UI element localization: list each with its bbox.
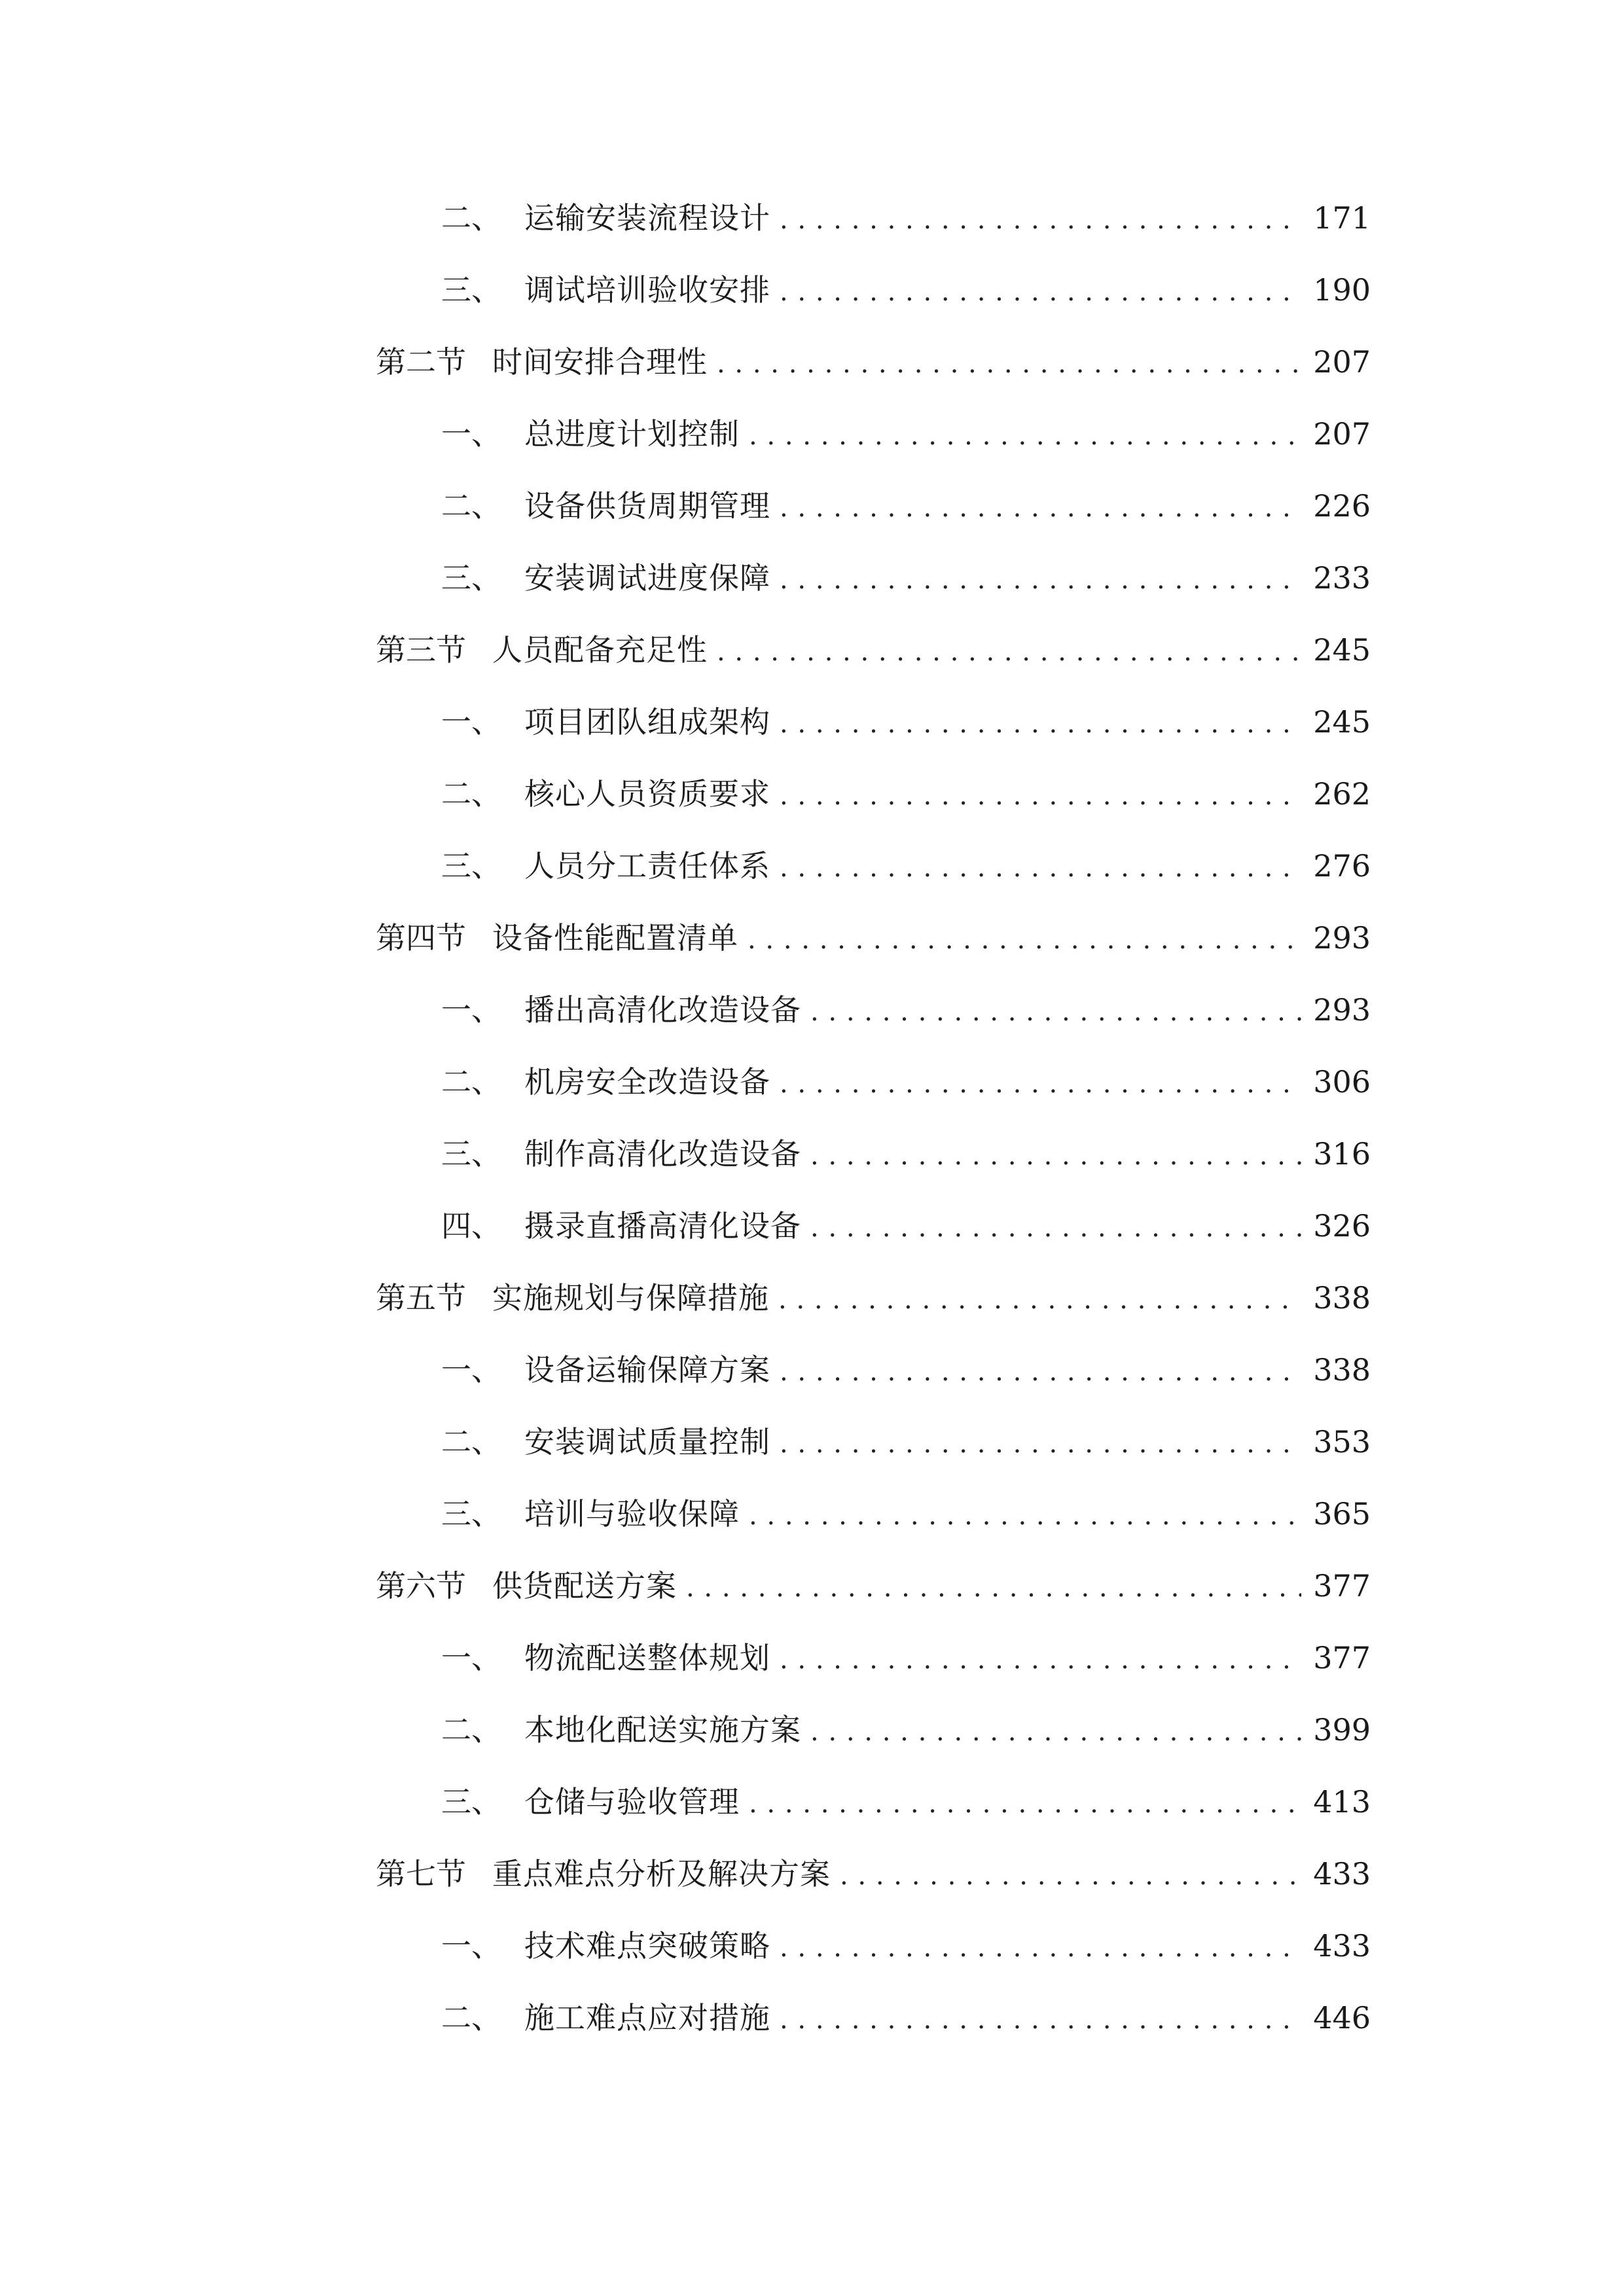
dot-leader bbox=[717, 337, 1301, 391]
toc-entry-page-number: 306 bbox=[1313, 1064, 1371, 1100]
dot-leader bbox=[780, 1345, 1301, 1399]
toc-entry-title: 设备运输保障方案 bbox=[524, 1352, 770, 1388]
toc-subsection-entry[interactable] bbox=[376, 695, 1371, 767]
toc-entry-title: 总进度计划控制 bbox=[524, 416, 740, 452]
dot-leader bbox=[810, 985, 1301, 1039]
toc-subsection-entry[interactable] bbox=[376, 479, 1371, 551]
toc-entry-title: 供货配送方案 bbox=[492, 1568, 677, 1604]
toc-entry-page-number: 446 bbox=[1313, 2000, 1371, 2036]
toc-entry-marker: 一、 bbox=[441, 704, 501, 740]
toc-subsection-entry[interactable] bbox=[376, 551, 1371, 623]
toc-entry-page-number: 433 bbox=[1313, 1928, 1371, 1964]
dot-leader bbox=[780, 265, 1301, 319]
toc-subsection-entry[interactable] bbox=[376, 983, 1371, 1055]
toc-entry-marker: 三、 bbox=[441, 1784, 501, 1820]
toc-entry-marker: 二、 bbox=[441, 1424, 501, 1460]
dot-leader bbox=[780, 481, 1301, 535]
toc-entry-page-number: 316 bbox=[1313, 1136, 1371, 1172]
dot-leader bbox=[780, 1993, 1301, 2047]
toc-entry-title: 培训与验收保障 bbox=[524, 1496, 740, 1532]
toc-subsection-entry[interactable] bbox=[376, 1919, 1371, 1991]
toc-entry-title: 人员分工责任体系 bbox=[524, 848, 770, 884]
toc-entry-title: 实施规划与保障措施 bbox=[492, 1280, 769, 1316]
toc-entry-page-number: 207 bbox=[1313, 416, 1371, 452]
toc-subsection-entry[interactable] bbox=[376, 191, 1371, 263]
toc-entry-page-number: 245 bbox=[1313, 704, 1371, 740]
dot-leader bbox=[717, 625, 1301, 679]
toc-entry-marker: 第五节 bbox=[376, 1280, 466, 1316]
toc-entry-marker: 二、 bbox=[441, 776, 501, 812]
toc-subsection-entry[interactable] bbox=[376, 839, 1371, 911]
toc-entry-page-number: 245 bbox=[1313, 632, 1371, 668]
toc-entry-page-number: 365 bbox=[1313, 1496, 1371, 1532]
dot-leader bbox=[749, 1489, 1301, 1543]
toc-entry-title: 运输安装流程设计 bbox=[524, 200, 770, 236]
toc-entry-page-number: 413 bbox=[1313, 1784, 1371, 1820]
toc-entry-marker: 一、 bbox=[441, 1352, 501, 1388]
toc-entry-marker: 二、 bbox=[441, 1712, 501, 1748]
toc-entry-page-number: 433 bbox=[1313, 1856, 1371, 1892]
toc-entry-page-number: 233 bbox=[1313, 560, 1371, 596]
toc-section-entry[interactable] bbox=[376, 335, 1371, 407]
toc-subsection-entry[interactable] bbox=[376, 1415, 1371, 1487]
toc-entry-page-number: 338 bbox=[1313, 1280, 1371, 1316]
toc-entry-title: 项目团队组成架构 bbox=[524, 704, 770, 740]
toc-entry-marker: 二、 bbox=[441, 1064, 501, 1100]
toc-entry-marker: 二、 bbox=[441, 200, 501, 236]
dot-leader bbox=[810, 1705, 1301, 1759]
toc-entry-page-number: 353 bbox=[1313, 1424, 1371, 1460]
toc-entry-page-number: 399 bbox=[1313, 1712, 1371, 1748]
toc-entry-marker: 一、 bbox=[441, 416, 501, 452]
toc-entry-marker: 二、 bbox=[441, 2000, 501, 2036]
dot-leader bbox=[780, 1921, 1301, 1975]
toc-section-entry[interactable] bbox=[376, 623, 1371, 695]
toc-entry-page-number: 338 bbox=[1313, 1352, 1371, 1388]
dot-leader bbox=[780, 553, 1301, 607]
toc-entry-marker: 三、 bbox=[441, 1136, 501, 1172]
toc-entry-page-number: 262 bbox=[1313, 776, 1371, 812]
toc-subsection-entry[interactable] bbox=[376, 1775, 1371, 1847]
toc-entry-title: 安装调试进度保障 bbox=[524, 560, 770, 596]
toc-entry-marker: 一、 bbox=[441, 1640, 501, 1676]
toc-entry-marker: 三、 bbox=[441, 848, 501, 884]
toc-entry-title: 仓储与验收管理 bbox=[524, 1784, 740, 1820]
dot-leader bbox=[780, 841, 1301, 895]
dot-leader bbox=[810, 1201, 1301, 1255]
toc-subsection-entry[interactable] bbox=[376, 1199, 1371, 1271]
dot-leader bbox=[780, 1417, 1301, 1471]
toc-entry-marker: 一、 bbox=[441, 992, 501, 1028]
toc-entry-title: 调试培训验收安排 bbox=[524, 272, 770, 308]
toc-entry-title: 人员配备充足性 bbox=[492, 632, 708, 668]
toc-entry-title: 时间安排合理性 bbox=[492, 344, 708, 380]
toc-entry-title: 安装调试质量控制 bbox=[524, 1424, 770, 1460]
toc-entry-title: 设备供货周期管理 bbox=[524, 488, 770, 524]
toc-entry-marker: 三、 bbox=[441, 272, 501, 308]
toc-entry-page-number: 276 bbox=[1313, 848, 1371, 884]
toc-entry-marker: 三、 bbox=[441, 1496, 501, 1532]
toc-entry-title: 制作高清化改造设备 bbox=[524, 1136, 801, 1172]
toc-entry-page-number: 293 bbox=[1313, 920, 1371, 956]
toc-entry-marker: 第二节 bbox=[376, 344, 466, 380]
toc-entry-marker: 第三节 bbox=[376, 632, 466, 668]
dot-leader bbox=[748, 913, 1301, 967]
toc-entry-title: 核心人员资质要求 bbox=[524, 776, 770, 812]
toc-entry-marker: 第六节 bbox=[376, 1568, 466, 1604]
toc-entry-page-number: 377 bbox=[1313, 1640, 1371, 1676]
toc-entry-marker: 二、 bbox=[441, 488, 501, 524]
toc-entry-page-number: 293 bbox=[1313, 992, 1371, 1028]
toc-subsection-entry[interactable] bbox=[376, 767, 1371, 839]
dot-leader bbox=[780, 1057, 1301, 1111]
toc-entry-marker: 第七节 bbox=[376, 1856, 466, 1892]
toc-entry-title: 播出高清化改造设备 bbox=[524, 992, 801, 1028]
toc-entry-marker: 三、 bbox=[441, 560, 501, 596]
toc-entry-page-number: 326 bbox=[1313, 1208, 1371, 1244]
dot-leader bbox=[810, 1129, 1301, 1183]
toc-entry-title: 施工难点应对措施 bbox=[524, 2000, 770, 2036]
toc-entry-marker: 四、 bbox=[441, 1208, 501, 1244]
table-of-contents bbox=[376, 191, 1371, 2063]
toc-subsection-entry[interactable] bbox=[376, 1631, 1371, 1703]
dot-leader bbox=[840, 1849, 1301, 1903]
dot-leader bbox=[780, 697, 1301, 751]
toc-section-entry[interactable] bbox=[376, 1847, 1371, 1919]
toc-entry-title: 摄录直播高清化设备 bbox=[524, 1208, 801, 1244]
toc-entry-page-number: 190 bbox=[1313, 272, 1371, 308]
toc-subsection-entry[interactable] bbox=[376, 263, 1371, 335]
toc-entry-title: 机房安全改造设备 bbox=[524, 1064, 770, 1100]
toc-entry-title: 重点难点分析及解决方案 bbox=[492, 1856, 831, 1892]
toc-entry-marker: 第四节 bbox=[376, 920, 466, 956]
toc-subsection-entry[interactable] bbox=[376, 1055, 1371, 1127]
toc-subsection-entry[interactable] bbox=[376, 1487, 1371, 1559]
toc-entry-title: 物流配送整体规划 bbox=[524, 1640, 770, 1676]
toc-subsection-entry[interactable] bbox=[376, 1703, 1371, 1775]
toc-subsection-entry[interactable] bbox=[376, 407, 1371, 479]
toc-entry-page-number: 226 bbox=[1313, 488, 1371, 524]
toc-section-entry[interactable] bbox=[376, 1271, 1371, 1343]
toc-subsection-entry[interactable] bbox=[376, 1127, 1371, 1199]
dot-leader bbox=[749, 409, 1301, 463]
dot-leader bbox=[780, 769, 1301, 823]
dot-leader bbox=[749, 1777, 1301, 1831]
dot-leader bbox=[778, 1273, 1301, 1327]
toc-entry-page-number: 171 bbox=[1313, 200, 1371, 236]
dot-leader bbox=[780, 1633, 1301, 1687]
toc-entry-page-number: 207 bbox=[1313, 344, 1371, 380]
toc-subsection-entry[interactable] bbox=[376, 1343, 1371, 1415]
dot-leader bbox=[780, 193, 1301, 247]
toc-entry-marker: 一、 bbox=[441, 1928, 501, 1964]
toc-entry-page-number: 377 bbox=[1313, 1568, 1371, 1604]
toc-entry-title: 设备性能配置清单 bbox=[492, 920, 738, 956]
toc-section-entry[interactable] bbox=[376, 1559, 1371, 1631]
toc-entry-title: 本地化配送实施方案 bbox=[524, 1712, 801, 1748]
toc-section-entry[interactable] bbox=[376, 911, 1371, 983]
toc-subsection-entry[interactable] bbox=[376, 1991, 1371, 2063]
dot-leader bbox=[686, 1561, 1301, 1615]
toc-entry-title: 技术难点突破策略 bbox=[524, 1928, 770, 1964]
